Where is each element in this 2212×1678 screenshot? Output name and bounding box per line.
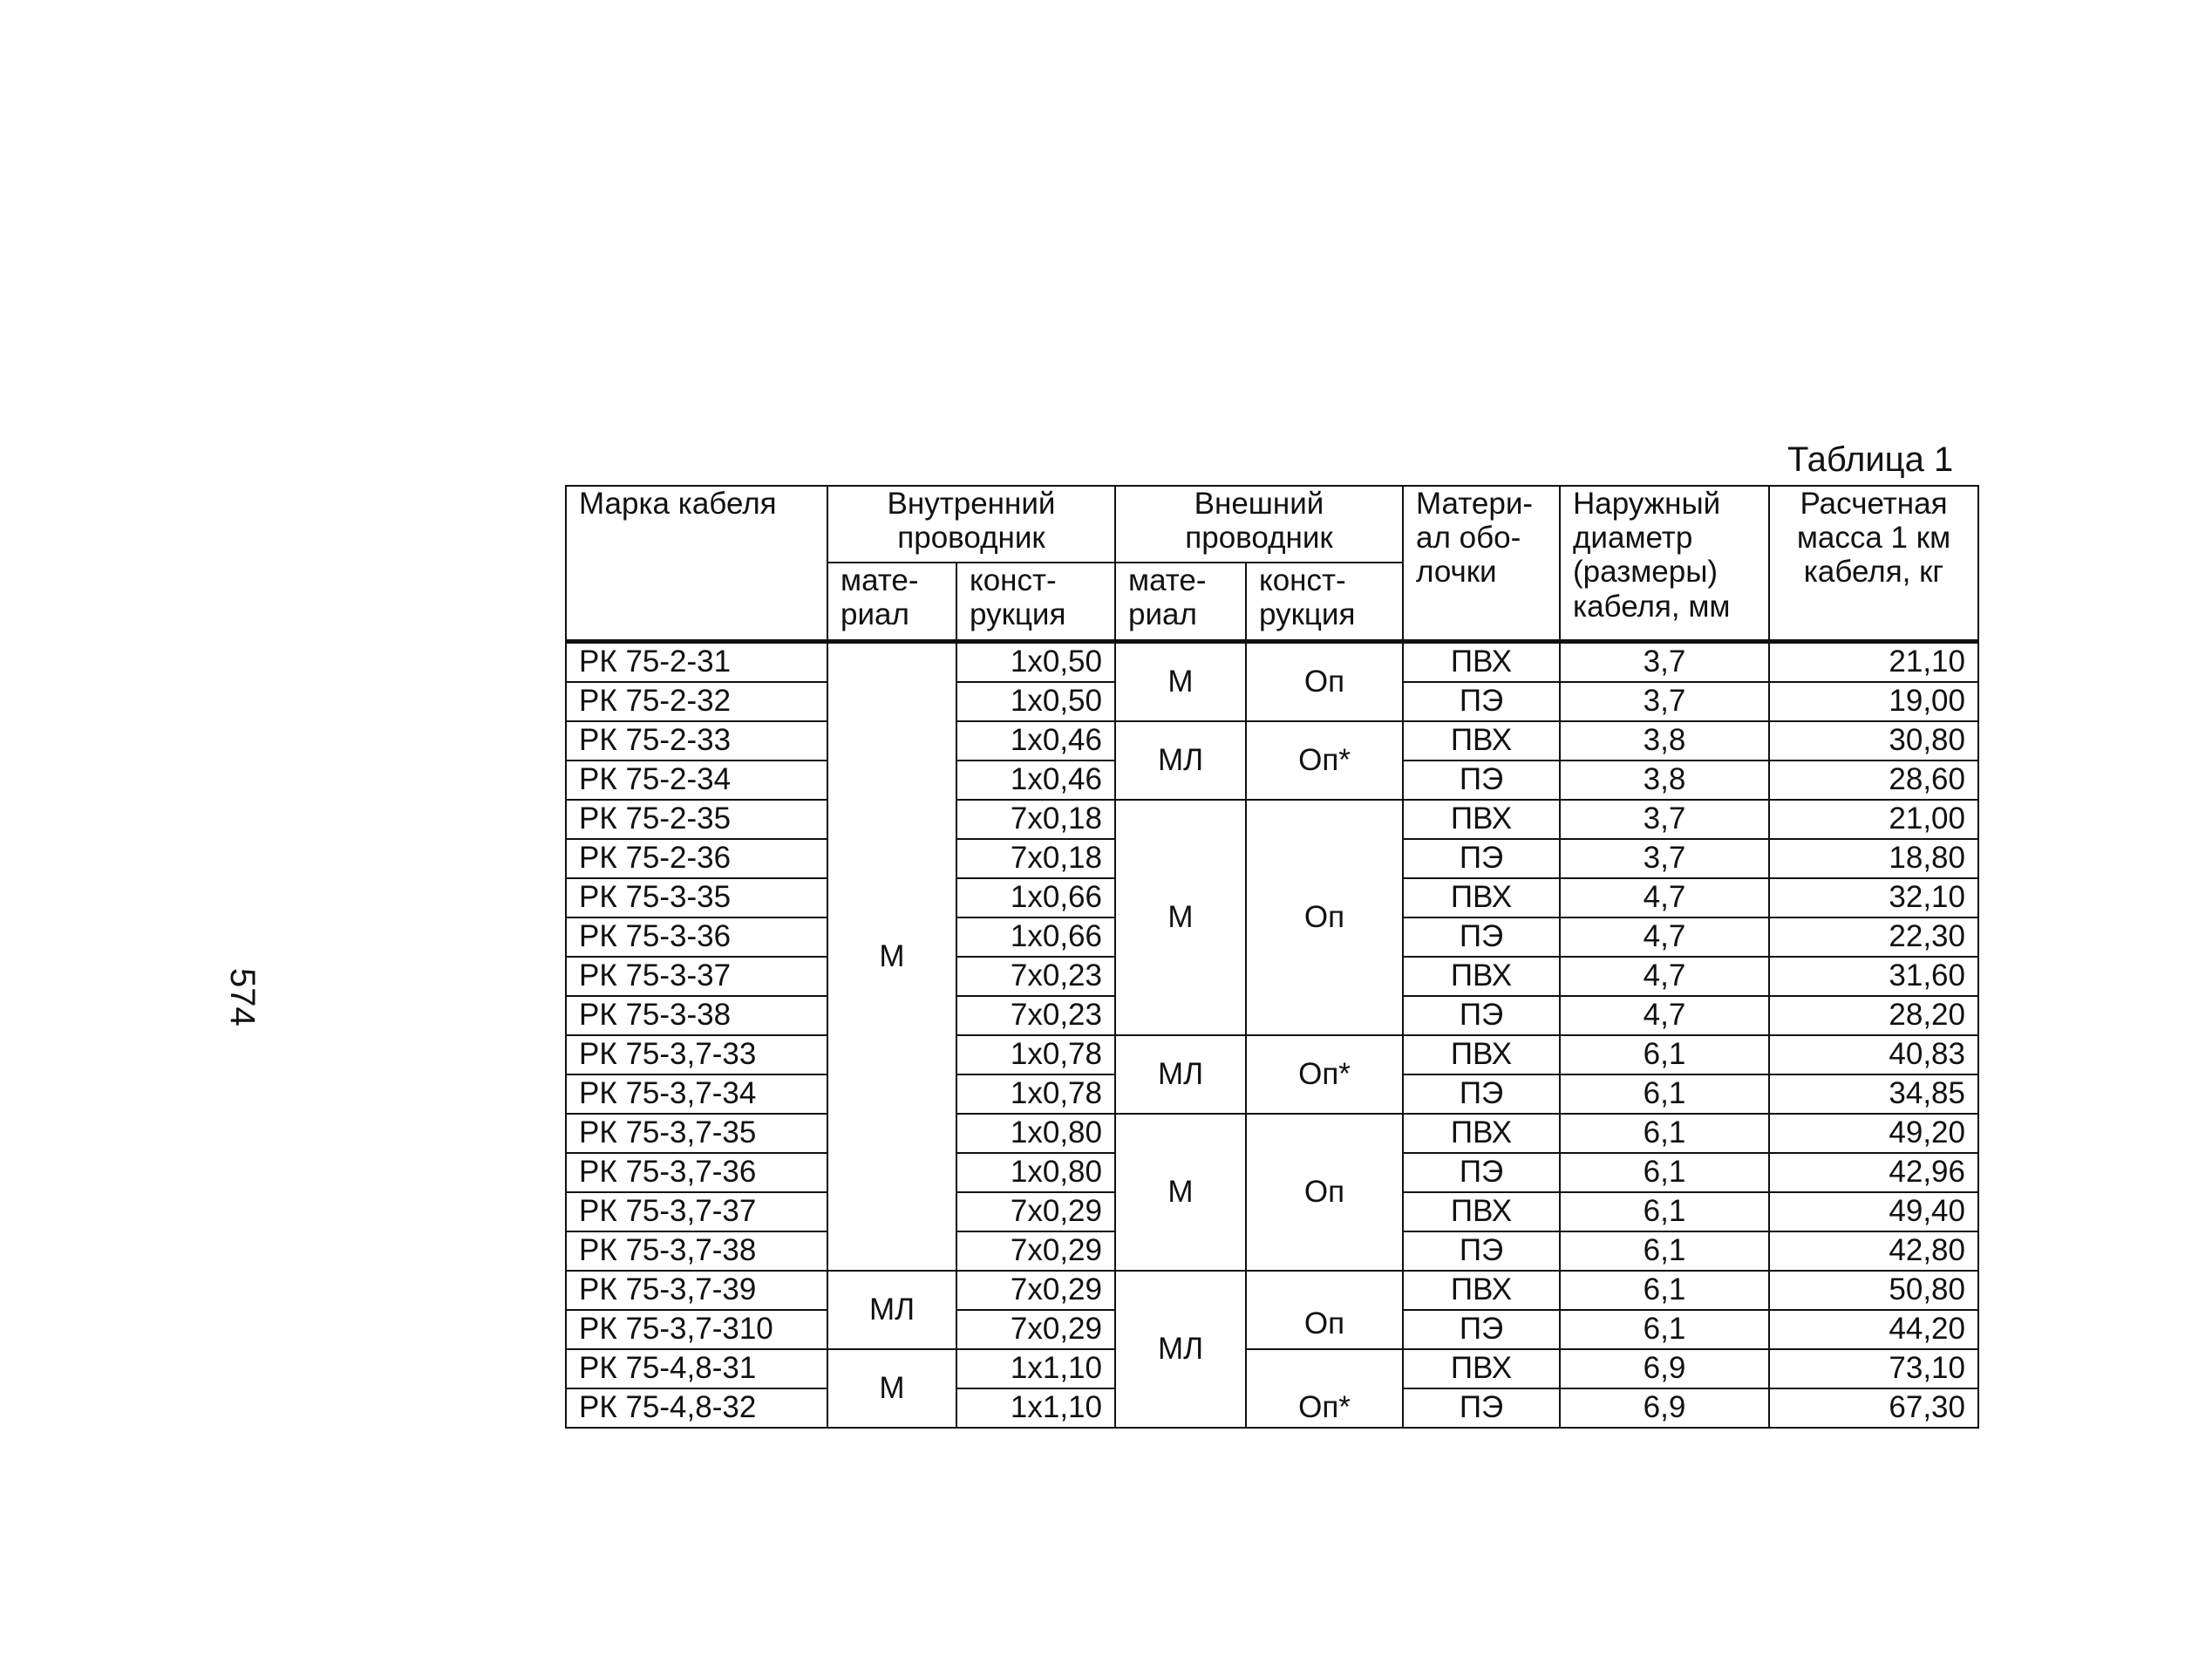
cell-diameter: 6,1 [1560, 1310, 1769, 1349]
table-row [566, 800, 1978, 839]
cell-sheath: ПВХ [1403, 721, 1560, 761]
cell-diameter: 6,1 [1560, 1074, 1769, 1114]
cell-mass: 44,20 [1769, 1310, 1978, 1349]
cell-sheath: ПВХ [1403, 878, 1560, 917]
cell-mass: 67,30 [1769, 1388, 1978, 1428]
cell-sheath: ПЭ [1403, 996, 1560, 1035]
cell-mass: 28,60 [1769, 761, 1978, 800]
header-inner-conductor: Внутренний проводник [827, 486, 1115, 563]
cell-mass: 21,00 [1769, 800, 1978, 839]
cell-inner-construction: 1х0,50 [956, 682, 1115, 721]
cell-mass: 31,60 [1769, 957, 1978, 996]
cell-diameter: 3,7 [1560, 800, 1769, 839]
cell-diameter: 4,7 [1560, 917, 1769, 957]
header-inner-material: мате-риал [827, 563, 956, 641]
cell-inner-construction: 1х0,50 [956, 641, 1115, 682]
table-row [566, 1035, 1978, 1074]
cell-inner-construction: 7х0,29 [956, 1310, 1115, 1349]
cell-brand: РК 75-2-32 [566, 682, 827, 721]
cell-brand: РК 75-4,8-32 [566, 1388, 827, 1428]
cell-outer-construction: Оп [1246, 800, 1403, 1035]
cell-brand: РК 75-2-31 [566, 641, 827, 682]
cell-outer-construction: Оп [1246, 1271, 1403, 1349]
cell-diameter: 6,1 [1560, 1114, 1769, 1153]
cell-mass: 34,85 [1769, 1074, 1978, 1114]
cell-brand: РК 75-3,7-36 [566, 1153, 827, 1192]
cell-diameter: 6,1 [1560, 1231, 1769, 1271]
cell-outer-material: МЛ [1115, 721, 1246, 800]
cell-sheath: ПЭ [1403, 1388, 1560, 1428]
cell-inner-material: М [827, 641, 956, 1271]
cell-brand: РК 75-3,7-39 [566, 1271, 827, 1310]
cell-sheath: ПВХ [1403, 641, 1560, 682]
cell-diameter: 3,7 [1560, 682, 1769, 721]
cell-mass: 21,10 [1769, 641, 1978, 682]
cell-inner-construction: 1х0,78 [956, 1035, 1115, 1074]
cell-diameter: 4,7 [1560, 957, 1769, 996]
cell-mass: 42,80 [1769, 1231, 1978, 1271]
cell-mass: 19,00 [1769, 682, 1978, 721]
cell-brand: РК 75-3,7-310 [566, 1310, 827, 1349]
cell-mass: 49,20 [1769, 1114, 1978, 1153]
table-row [566, 1349, 1978, 1388]
cell-diameter: 4,7 [1560, 878, 1769, 917]
cell-mass: 18,80 [1769, 839, 1978, 878]
header-outer-diameter: Наружный диаметр (размеры) кабеля, мм [1560, 486, 1769, 641]
cell-outer-material: М [1115, 1114, 1246, 1271]
cell-sheath: ПЭ [1403, 1231, 1560, 1271]
cell-inner-construction: 7х0,23 [956, 957, 1115, 996]
cell-outer-construction: Оп* [1246, 1035, 1403, 1114]
cell-sheath: ПЭ [1403, 682, 1560, 721]
cell-inner-construction: 7х0,29 [956, 1192, 1115, 1231]
cell-brand: РК 75-3-36 [566, 917, 827, 957]
header-outer-material: мате-риал [1115, 563, 1246, 641]
cell-brand: РК 75-3,7-37 [566, 1192, 827, 1231]
cell-brand: РК 75-3,7-34 [566, 1074, 827, 1114]
cell-inner-construction: 1х1,10 [956, 1349, 1115, 1388]
cell-inner-construction: 7х0,23 [956, 996, 1115, 1035]
cell-diameter: 6,1 [1560, 1153, 1769, 1192]
cell-diameter: 6,9 [1560, 1349, 1769, 1388]
cell-brand: РК 75-2-33 [566, 721, 827, 761]
cell-outer-construction: Оп [1246, 1114, 1403, 1271]
cell-sheath: ПВХ [1403, 1349, 1560, 1388]
cell-sheath: ПЭ [1403, 1074, 1560, 1114]
cell-diameter: 6,1 [1560, 1271, 1769, 1310]
header-brand: Марка кабеля [566, 486, 827, 641]
cell-sheath: ПЭ [1403, 1310, 1560, 1349]
cell-inner-construction: 7х0,29 [956, 1271, 1115, 1310]
cell-inner-construction: 7х0,18 [956, 839, 1115, 878]
cell-inner-material: МЛ [827, 1271, 956, 1349]
cell-mass: 40,83 [1769, 1035, 1978, 1074]
cell-mass: 50,80 [1769, 1271, 1978, 1310]
cell-diameter: 3,8 [1560, 721, 1769, 761]
cell-sheath: ПЭ [1403, 1153, 1560, 1192]
header-inner-construction: конст-рукция [956, 563, 1115, 641]
cell-mass: 49,40 [1769, 1192, 1978, 1231]
cell-diameter: 6,9 [1560, 1388, 1769, 1428]
cell-brand: РК 75-3,7-35 [566, 1114, 827, 1153]
cell-brand: РК 75-2-34 [566, 761, 827, 800]
header-mass: Расчетная масса 1 км кабеля, кг [1769, 486, 1978, 641]
cell-brand: РК 75-2-36 [566, 839, 827, 878]
cell-inner-construction: 1х0,66 [956, 878, 1115, 917]
cell-brand: РК 75-3,7-38 [566, 1231, 827, 1271]
cell-sheath: ПВХ [1403, 1192, 1560, 1231]
cell-inner-construction: 7х0,18 [956, 800, 1115, 839]
cell-diameter: 3,7 [1560, 641, 1769, 682]
header-outer-conductor: Внешний проводник [1115, 486, 1403, 563]
cell-mass: 32,10 [1769, 878, 1978, 917]
cell-inner-construction: 1х0,80 [956, 1153, 1115, 1192]
cell-inner-construction: 1х1,10 [956, 1388, 1115, 1428]
cell-inner-construction: 7х0,29 [956, 1231, 1115, 1271]
cell-mass: 28,20 [1769, 996, 1978, 1035]
cell-diameter: 6,1 [1560, 1035, 1769, 1074]
cell-brand: РК 75-4,8-31 [566, 1349, 827, 1388]
cell-outer-construction: Оп* [1246, 1349, 1403, 1428]
table-row [566, 721, 1978, 761]
cable-table [565, 485, 1979, 1429]
cell-inner-construction: 1х0,46 [956, 761, 1115, 800]
cell-outer-material: М [1115, 800, 1246, 1035]
cell-inner-construction: 1х0,80 [956, 1114, 1115, 1153]
cell-diameter: 4,7 [1560, 996, 1769, 1035]
table-row [566, 1114, 1978, 1153]
header-sheath-material: Матери-ал обо-лочки [1403, 486, 1560, 641]
cell-outer-construction: Оп [1246, 641, 1403, 721]
cell-outer-material: МЛ [1115, 1035, 1246, 1114]
table-row [566, 1271, 1978, 1310]
cell-sheath: ПВХ [1403, 957, 1560, 996]
cell-sheath: ПВХ [1403, 1271, 1560, 1310]
cell-mass: 42,96 [1769, 1153, 1978, 1192]
cell-brand: РК 75-3-37 [566, 957, 827, 996]
cell-sheath: ПЭ [1403, 839, 1560, 878]
cell-sheath: ПЭ [1403, 917, 1560, 957]
cell-diameter: 3,7 [1560, 839, 1769, 878]
table-caption: Таблица 1 [1787, 440, 1954, 479]
cell-mass: 22,30 [1769, 917, 1978, 957]
cell-brand: РК 75-3,7-33 [566, 1035, 827, 1074]
cell-sheath: ПЭ [1403, 761, 1560, 800]
cell-brand: РК 75-3-35 [566, 878, 827, 917]
cell-brand: РК 75-3-38 [566, 996, 827, 1035]
cell-inner-material: М [827, 1349, 956, 1428]
cell-sheath: ПВХ [1403, 1035, 1560, 1074]
table-row [566, 641, 1978, 682]
cell-outer-construction: Оп* [1246, 721, 1403, 800]
cell-diameter: 6,1 [1560, 1192, 1769, 1231]
cell-mass: 30,80 [1769, 721, 1978, 761]
cell-brand: РК 75-2-35 [566, 800, 827, 839]
cell-sheath: ПВХ [1403, 1114, 1560, 1153]
cell-inner-construction: 1х0,78 [956, 1074, 1115, 1114]
cell-mass: 73,10 [1769, 1349, 1978, 1388]
cell-outer-material: МЛ [1115, 1271, 1246, 1428]
cell-sheath: ПВХ [1403, 800, 1560, 839]
cell-inner-construction: 1х0,66 [956, 917, 1115, 957]
cell-inner-construction: 1х0,46 [956, 721, 1115, 761]
cell-diameter: 3,8 [1560, 761, 1769, 800]
cell-outer-material: М [1115, 641, 1246, 721]
header-outer-construction: конст-рукция [1246, 563, 1403, 641]
page-number: 574 [223, 968, 262, 1027]
